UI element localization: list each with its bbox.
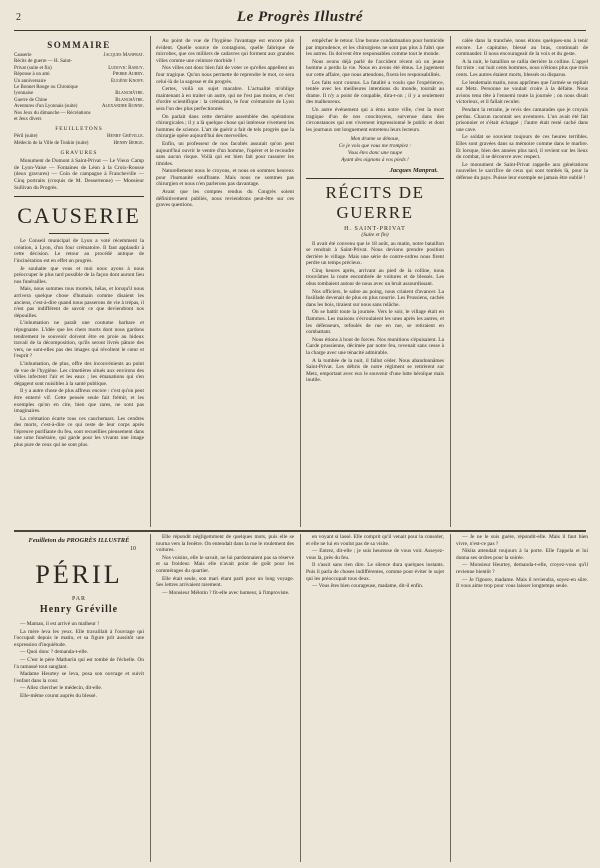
paragraph: Nous étions à bout de forces. Nos munitions s'épuisaient. La Garde prussienne, décimée par notre feu, revenait sans cesse à la charge avec une ténacité admirable. <box>306 336 444 356</box>
sommaire-item-author: Ludovic Rabuy. <box>108 65 144 71</box>
sommaire-item <box>14 117 144 123</box>
paragraph: Nos officiers, le sabre au poing, nous criaient d'avancer. La fusillade devenait de plus en plus nourrie. Les Prussiens, cachés dans les bois, tiraient sur nous sans relâche. <box>306 288 444 308</box>
column-4-text <box>456 38 588 181</box>
paragraph: — Vous êtes bien courageuse, madame, dit-il enfin. <box>312 583 424 590</box>
poem-line: Ce je vois que vous me trompiez : <box>338 143 412 150</box>
paragraph: Le Conseil municipal de Lyon a voté récemment la création, à Lyon, d'un four crématoire. Il faut applaudir à cette décision. Le retour au procédé antique de l'incinération est en effet un progrès. <box>14 238 144 265</box>
causerie-title: CAUSERIE <box>17 203 141 229</box>
column-rule <box>300 534 301 862</box>
column-rule <box>300 36 301 527</box>
sommaire-item-title: et Jeux divers <box>14 117 42 123</box>
poem-line: Vous êtes donc une taupe <box>347 149 403 156</box>
paragraph: A la tombée de la nuit, il fallut céder. Nous abandonnâmes Saint-Privat. Les débris de notre régiment se retirèrent sur Metz, emportant avec eux le souvenir d'une lutte héroïque mais inutile. <box>306 357 444 384</box>
paragraph: — Entrez, dit-elle ; je suis heureuse de vous voir. Asseyez-vous là, près du feu. <box>306 548 444 561</box>
feuilleton-author: Henry Gréville <box>39 604 119 615</box>
feuilleton-text-3 <box>306 534 444 590</box>
paragraph: Il avait été convenu que le 18 août, au matin, notre bataillon se rendrait à Saint-Privat. Nous devions prendre position derrière le village. Mais une série de contre-ordres nous firent perdre un temps précieux. <box>306 240 444 267</box>
feuilleton-title: PÉRIL <box>35 560 123 589</box>
paragraph: Nos voisins, elle le savait, ne lui pardonnaient pas sa réserve et sa froideur. Mais elle n'avait point de goût pour les commérages du quartier. <box>156 554 294 574</box>
paragraph: Naturellement nous le croyons, et nous en sommes heureux pour l'humanité souffrante. Mais nous ne sommes pas chirurgien et nous n'en parlerons pas davantage. <box>156 168 294 188</box>
sommaire-item-title: lyonnaise <box>14 91 34 97</box>
sommaire-item <box>14 141 144 147</box>
paragraph: — C'est le père Mathurin qui est tombé de l'échelle. On l'a ramassé tout sanglant. <box>14 656 144 670</box>
feuilleton-column-4 <box>456 534 588 862</box>
sommaire-item-author: Blanchâtre. <box>115 97 144 103</box>
feuilleton-header: Feuilleton du PROGRÈS ILLUSTRÉ <box>28 537 130 544</box>
paragraph: Cinq heures après, arrivant au pied de la colline, nous trouvâmes la route encombrée de voitures et de blessés. Les obus tombaient autour de nous avec un bruit assourdissant. <box>306 267 444 288</box>
recits-subtitle-2: (Suite et fin) <box>361 231 389 238</box>
paragraph: calée dans la tranchée, nous étions quelques-uns à tenir encore. Le capitaine, blessé au bras, continuait de commander. Il nous encourageait de la voix et du geste. <box>456 38 588 58</box>
sommaire-item-author: Henry Berge. <box>113 140 144 146</box>
sommaire-item-title: Récits de guerre — H. Saint- <box>14 59 73 65</box>
sommaire-title: SOMMAIRE <box>47 40 111 50</box>
paragraph: — Monsieur Heurtey, demanda-t-elle, croyez-vous qu'il revienne bientôt ? <box>456 562 588 575</box>
causerie-text <box>14 238 144 448</box>
paragraph: Certes, voilà un sujet macabre. L'actualité m'oblige maintenant à en traiter un autre, qui ne l'est pas moins, et c'est d'ordre scientifique : la crémation, le four crématoire de Lyon sera l'un des plus perfectionnés. <box>156 86 294 112</box>
paragraph: — Monsieur Mélotin ? fit-elle avec humeur, à l'improviste. <box>162 589 290 596</box>
sommaire-item-title: Guerre de Chine <box>14 97 48 103</box>
paragraph: Le lendemain matin, nous apprîmes que l'armée se repliait sur Metz. Personne ne voulait croire à la défaite. Nous avions tenu tête à l'ennemi toute la journée ; on nous disait victorieux, et il fallait reculer. <box>456 79 588 106</box>
feuilleton-text-4 <box>456 534 588 590</box>
paragraph: A la nuit, le bataillon se rallia derrière la colline. L'appel fut triste : sur huit cents hommes, nous n'étions plus que trois cents. Les autres étaient morts, blessés ou disparus. <box>456 58 588 78</box>
column-rule <box>150 534 151 862</box>
paragraph: — Allez chercher le médecin, dit-elle. <box>20 685 103 692</box>
column-1 <box>14 38 144 526</box>
paragraph: Madame Heurtey se leva, posa son ouvrage et suivit l'enfant dans la cour. <box>14 671 144 684</box>
page-header <box>14 8 586 31</box>
paragraph: Il s'assit sans rien dire. Le silence dura quelques instants. Puis il parla de choses indifférentes, comme pour éviter le sujet qui les préoccupait tous deux. <box>306 562 444 582</box>
paragraph: Les faits sont connus. La fatalité a voulu que l'expérience, tentée avec les meilleures intentions du monde, tournât au drame. Il n'y a point de coupable, dira-t-on ; il y a seulement des malheureux. <box>306 79 444 106</box>
recits-title: RÉCITS DE GUERRE <box>325 182 425 222</box>
causerie-signature: Jacques Manprat. <box>389 166 438 174</box>
sommaire-item-title: Aventures d'un Lyonnais (suite) <box>14 104 78 110</box>
paragraph: — Je l'ignore, madame. Mais il reviendra, soyez-en sûre. Il vous aime trop pour vous laisser longtemps seule. <box>456 576 588 590</box>
sommaire-item-title: Un anniversaire <box>14 78 46 84</box>
column-rule <box>450 36 451 527</box>
poem-line: Ayant des oignons à vos pieds ! <box>341 156 409 163</box>
paragraph: — Maman, il est arrivé un malheur ! <box>20 621 100 627</box>
column-2 <box>156 38 294 526</box>
sommaire-item-author: Alexandre Bonne. <box>101 104 144 110</box>
poem-line: Mon drame se dénoue, <box>350 136 400 143</box>
recits-subtitle: H. SAINT-PRIVAT <box>344 225 406 232</box>
sommaire-list <box>14 53 144 123</box>
gravures-title: GRAVURES <box>60 150 98 157</box>
paragraph: Nos villes ont donc bien fait de voter ce qu'elles appellent un four tragique. Qu'on nous permette de reprendre le mot, ce sera celui-là de la sagesse et du progrès. <box>156 65 294 85</box>
recits-text <box>306 241 444 384</box>
sommaire-item-title: Le Bonnet Rouge ou Chronique <box>14 85 78 91</box>
feuilletons-title: FEUILLETONS <box>55 126 103 133</box>
feuilleton-rule <box>14 530 586 532</box>
paragraph: Elle était seule, son mari étant parti pour un long voyage. Ses lettres arrivaient rarement. <box>156 575 294 589</box>
paragraph: Nous avons déjà parlé de l'accident récent où un jeune homme a perdu la vie. Nous en avons été émus. Le jugement sur cette affaire, que nous attendons, fixera les responsabilités. <box>306 58 444 78</box>
column-3-text <box>306 38 444 133</box>
column-rule <box>150 36 151 527</box>
paragraph: Le monument de Saint-Privat rappelle aux générations nouvelles le sacrifice de ceux qui sont tombés là, pour la défense du pays. Puisse leur exemple ne jamais être oublié ! <box>456 161 588 181</box>
paragraph: Avant que les comptes rendus du Congrès soient définitivement publiés, nous reviendrons peut-être sur ces graves questions. <box>156 189 294 209</box>
paragraph: — Quoi donc ? demanda-t-elle. <box>20 649 89 656</box>
column-3 <box>306 38 444 526</box>
paragraph: On parlait dans cette dernière assemblée des opérations chirurgicales ; il y a là quelque chose qui intéresse vivement les hommes de science. L'art de guérir a fait de tels progrès que la chirurgie opère aujourd'hui des merveilles. <box>156 113 294 140</box>
sommaire-item-author: Pierre Aubry. <box>112 72 144 78</box>
causerie-text-continued <box>156 38 294 209</box>
feuilleton-column-1 <box>14 534 144 862</box>
feuilleton-par: PAR <box>71 596 87 602</box>
sommaire-item-title: Péril (suite) <box>14 134 38 140</box>
sommaire-item-title: Causerie <box>14 53 32 58</box>
column-rule <box>450 534 451 862</box>
paragraph: Pendant la retraite, je revis des camarades que je croyais perdus. Chacun racontait ses aventures. L'un avait été fait prisonnier et s'était échappé ; l'autre était resté caché dans une cave. <box>456 106 588 133</box>
paragraph: en voyant si lassé. Elle comprit qu'il venait pour la consoler, et elle ne lui en voulut pas de sa visite. <box>306 534 444 547</box>
paragraph: Il y a autre chose de plus affreux encore : c'est qu'on peut être enterré vif. Cette pensée seule fait frémir, et les exemples qu'on en cite, bien que rares, ne sont pas imaginaires. <box>14 388 144 415</box>
feuilleton-text-1 <box>14 621 144 700</box>
paragraph: La crémation écarte tous ces cauchemars. Les cendres des morts, c'est-à-dire ce qui reste de leur corps après l'épreuve purifiante du feu, sont recueillies pieusement dans une urne funéraire, qui garde pour les vivants une image plus pure de ceux qui ne sont plus. <box>14 415 144 449</box>
paragraph: Mais, nous sommes tous mortels, hélas, et lorsqu'il nous arrivera quelque chose d'humain comme disaient les anciens, c'est-à-dire quand nous passerons de vie à trépas, il n'est pas indifférent de savoir ce que deviendront nos dépouilles. <box>14 286 144 319</box>
feuilleton-column-2 <box>156 534 294 862</box>
paragraph: Le soldat se souvient toujours de ces heures terribles. Elles sont gravées dans sa mémoire comme dans le marbre. Et lorsque, bien des années plus tard, il revient sur les lieux du combat, il se découvre avec respect. <box>456 134 588 161</box>
feuilleton-text-2 <box>156 534 294 596</box>
masthead: Le Progrès Illustré <box>236 9 364 25</box>
paragraph: — Je ne le suis guère, répondit-elle. Mais il faut bien vivre, n'est-ce pas ? <box>456 534 588 547</box>
sommaire-item-title: Privat (suite et fin) <box>14 65 52 71</box>
paragraph: Elle-même courut auprès du blessé. <box>20 692 97 699</box>
paragraph: Nikita attendait toujours à la porte. Elle l'appela et lui donna ses ordres pour la soirée. <box>456 548 588 561</box>
sommaire-item-author: Blanchâtre. <box>115 91 144 97</box>
sommaire-item-author: Jacques Manprat. <box>103 53 144 58</box>
feuilletons-list <box>14 134 144 147</box>
paragraph: Je souhaite que vous et moi nous ayons à nous préoccuper le plus tard possible de la façon dont auront lieu nos funérailles. <box>14 265 144 285</box>
sommaire-item-title: Nos Jeux du dimanche — Récréations <box>14 110 91 116</box>
paragraph: La mère leva les yeux. Elle travaillait à l'ouvrage qui l'occupait depuis le matin, et sa figure prit aussitôt une expression d'inquiétude. <box>14 628 144 648</box>
paragraph: empêcher le retour. Une bonne condamnation pour homicide par imprudence, et les chirurgiens ne sont pas plus à l'abri que les autres. Ils doivent être responsables comme tout le monde. <box>306 38 444 58</box>
column-4 <box>456 38 588 526</box>
paragraph: Au point de vue de l'hygiène l'avantage est encore plus évident. Quelle source de contagions, quelle fabrique de microbes, que ces milliers de cadavres qui forment aux grandes villes comme une ceinture morbide ! <box>156 38 294 64</box>
paragraph: L'inhumation, de plus, offre des inconvénients au point de vue de l'hygiène. Les cimetières situés aux environs des villes infectent l'air et les eaux ; les émanations qui s'en dégagent sont nuisibles à la santé publique. <box>14 360 144 387</box>
sommaire-item-author: Henry Gréville. <box>106 134 144 140</box>
paragraph: L'inhumation ne paraît une coutume barbare et répugnante. L'idée que les chers morts dont nous gardons tendrement le souvenir doivent être en proie au hideux travail de la décomposition, qu'ils seront livrés pâture des vers, ne sont-elles pas des images qui révoltent le cœur et l'esprit ? <box>14 320 144 360</box>
paragraph: On se battit toute la journée. Vers le soir, le village était en flammes. Les maisons s'écroulaient les unes après les autres, et les défenseurs, refoulés de rue en rue, se retiraient en combattant. <box>306 309 444 336</box>
feuilleton-number: 10 <box>130 546 136 552</box>
paragraph: Elle répondit négligemment de quelques mots, puis elle se tourna vers la fenêtre. On entendait dans la rue le roulement des voitures. <box>156 534 294 554</box>
page-number: 2 <box>16 12 21 23</box>
poem <box>306 136 444 163</box>
sommaire-item-title: Médecin de la Ville de Tonkin (suite) <box>14 140 89 146</box>
sommaire-item-title: Réponse à un ami <box>14 72 50 78</box>
paragraph: Un autre événement qui a ému notre ville, c'est la mort tragique d'un de nos concitoyens, survenue dans des circonstances qui ont vivement impressionné le public et dont les journaux ont longuement entretenu leurs lecteurs. <box>306 106 444 133</box>
feuilleton-column-3 <box>306 534 444 862</box>
paragraph: Enfin, un professeur de nos facultés assurait qu'on peut aujourd'hui ouvrir le ventre d'un homme, l'opérer et le recoudre sans aucun risque. Voilà qui est bien fait pour rassurer les timides. <box>156 140 294 167</box>
sommaire-item-author: Eugène Knoff. <box>111 78 144 84</box>
gravures-text: Monument de Dumont à Saint-Privat — Le Vieux Camp de Lyon-Vaise — Fontaines de Léon à la Croix-Rousse (deux gravures) — Coin de campagne à Francheville — Cinq portraits (croquis de M. Dessertenne) — Monsieur Sullivan du Progrès. <box>14 158 144 191</box>
